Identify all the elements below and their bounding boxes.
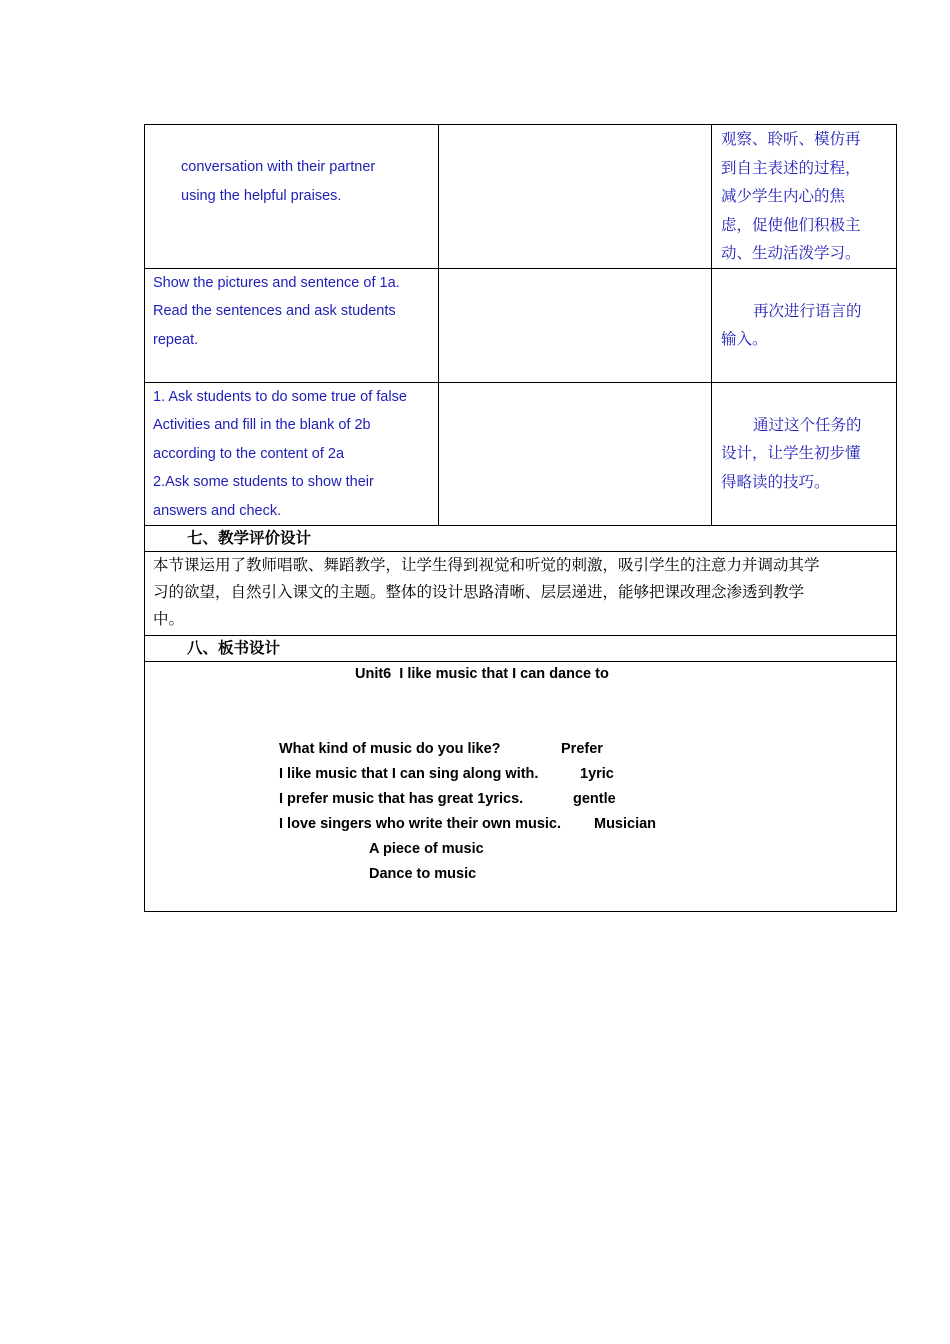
section-7-body-row	[145, 552, 897, 636]
board-vocab: Prefer	[561, 741, 603, 757]
board-phrase: Dance to music	[369, 866, 477, 882]
intent-line: 虑，促使他们积极主	[721, 215, 861, 234]
board-phrase: A piece of music	[369, 841, 484, 857]
activity-line: Activities and fill in the blank of 2b	[153, 417, 371, 433]
evaluation-line: 习的欲望，自然引入课文的主题。整体的设计思路清晰、层层递进，能够把课改理念渗透到教学	[153, 583, 805, 601]
design-intent-cell	[712, 268, 897, 382]
board-sentence: What kind of music do you like?	[279, 741, 501, 757]
teacher-activity-cell	[145, 268, 439, 382]
activity-line: answers and check.	[153, 502, 282, 519]
intent-line: 动、生动活泼学习。	[721, 244, 861, 262]
intent-line: 减少学生内心的焦	[721, 187, 846, 205]
board-design-row	[145, 662, 897, 912]
intent-line: 得略读的技巧。	[721, 472, 830, 491]
student-activity-cell	[439, 268, 712, 382]
design-intent-cell	[712, 125, 897, 269]
intent-line: 通过这个任务的	[753, 415, 862, 434]
activity-row-2	[145, 268, 897, 382]
lesson-plan-table	[144, 124, 897, 912]
activity-line: 2.Ask some students to show their	[153, 474, 374, 490]
intent-line: 观察、聆听、模仿再	[721, 130, 861, 148]
activity-line: Show the pictures and sentence of 1a.	[153, 274, 400, 291]
activity-line: repeat.	[153, 331, 199, 348]
board-sentence: I prefer music that has great 1yrics.	[279, 791, 524, 807]
activity-line: conversation with their partner	[181, 159, 376, 175]
intent-line: 输入。	[721, 330, 768, 348]
board-vocab: 1yric	[580, 766, 614, 782]
activity-row-3	[145, 382, 897, 526]
board-vocab: Musician	[594, 816, 657, 832]
student-activity-cell	[439, 125, 712, 269]
section-8-heading: 八、板书设计	[145, 636, 897, 662]
activity-line: according to the content of 2a	[153, 445, 345, 462]
intent-line: 到自主表述的过程，	[721, 158, 861, 177]
section-7-heading: 七、教学评价设计	[145, 526, 897, 552]
board-sentence: I love singers who write their own music.	[279, 816, 562, 832]
board-design	[145, 662, 896, 910]
design-intent-cell	[712, 382, 897, 526]
board-design-cell	[145, 662, 897, 912]
evaluation-text-cell	[145, 552, 897, 636]
activity-line: 1. Ask students to do some true of false	[153, 388, 407, 405]
board-sentence: I like music that I can sing along with.	[279, 766, 539, 782]
section-7-heading-row	[145, 526, 897, 552]
activity-row-1	[145, 125, 897, 269]
evaluation-line: 中。	[153, 610, 185, 628]
intent-line: 设计，让学生初步懂	[721, 444, 861, 462]
section-8-heading-row	[145, 636, 897, 662]
teacher-activity-cell	[145, 125, 439, 269]
board-title: Unit6 I like music that I can dance to	[355, 666, 609, 682]
teacher-activity-cell	[145, 382, 439, 526]
activity-line: Read the sentences and ask students	[153, 303, 396, 319]
intent-line: 再次进行语言的	[753, 301, 862, 320]
board-vocab: gentle	[573, 791, 616, 807]
evaluation-line: 本节课运用了教师唱歌、舞蹈教学，让学生得到视觉和听觉的刺激，吸引学生的注意力并调动其学	[153, 556, 820, 574]
activity-line: using the helpful praises.	[181, 187, 342, 204]
student-activity-cell	[439, 382, 712, 526]
